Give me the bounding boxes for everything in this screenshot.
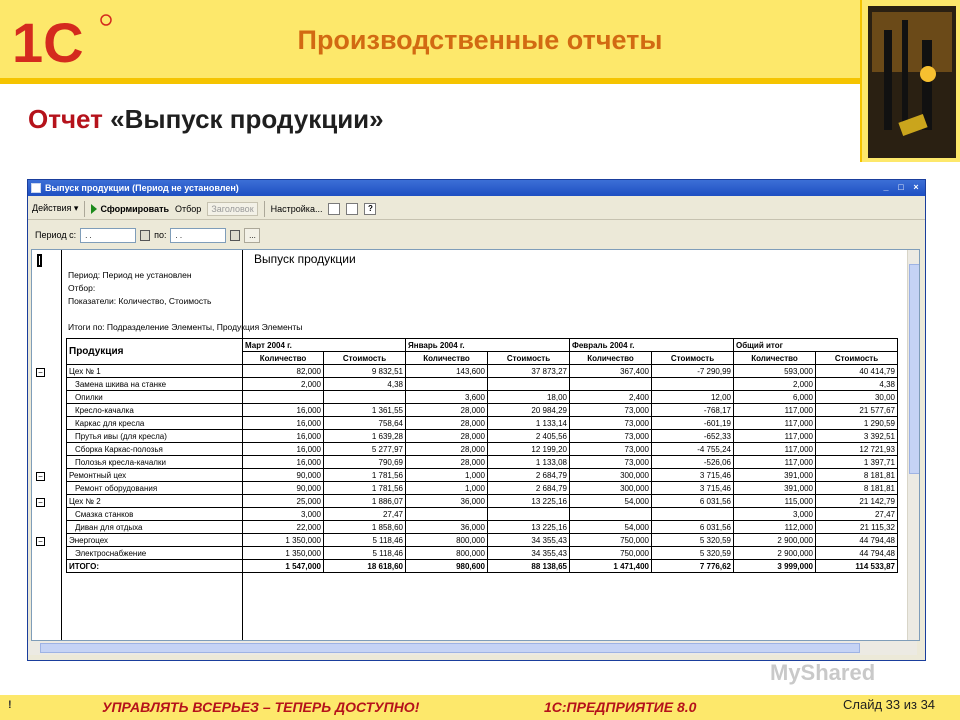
- qty-cell: 117,000: [734, 417, 816, 430]
- cost-cell: 6 031,56: [652, 495, 734, 508]
- qty-cell: 3,000: [734, 508, 816, 521]
- vertical-scrollbar[interactable]: [907, 250, 920, 640]
- qty-cell: 16,000: [243, 404, 324, 417]
- cost-cell: 34 355,43: [488, 534, 570, 547]
- qty-cell: 90,000: [243, 469, 324, 482]
- cost-cell: 1 639,28: [324, 430, 406, 443]
- cost-cell: 2 684,79: [488, 482, 570, 495]
- header-toggle-button[interactable]: Заголовок: [207, 202, 257, 216]
- cost-cell: 12 721,93: [816, 443, 898, 456]
- cost-cell: 8 181,81: [816, 482, 898, 495]
- grouping-gutter: [32, 250, 62, 640]
- cost-cell: 1 361,55: [324, 404, 406, 417]
- qty-cell: 117,000: [734, 430, 816, 443]
- cost-cell: 13 225,16: [488, 521, 570, 534]
- cost-cell: 5 277,97: [324, 443, 406, 456]
- cost-cell: 7 776,62: [652, 560, 734, 573]
- footer-product: 1С:ПРЕДПРИЯТИЕ 8.0: [544, 699, 697, 715]
- report-heading-name: «Выпуск продукции»: [110, 104, 384, 134]
- cost-cell: [652, 378, 734, 391]
- collapse-group-button[interactable]: −: [36, 498, 45, 507]
- row-label: Каркас для кресла: [67, 417, 243, 430]
- header-qty: Количество: [734, 352, 816, 365]
- slide-footer: [0, 695, 960, 720]
- cost-cell: -7 290,99: [652, 365, 734, 378]
- period-to-input[interactable]: . .: [170, 228, 226, 243]
- qty-cell: 391,000: [734, 482, 816, 495]
- report-window: [27, 179, 926, 661]
- meta-indicators: Показатели: Количество, Стоимость: [68, 296, 212, 306]
- header-cost: Стоимость: [816, 352, 898, 365]
- cost-cell: 3 715,46: [652, 469, 734, 482]
- total-row[interactable]: [67, 560, 898, 573]
- qty-cell: 25,000: [243, 495, 324, 508]
- period-bar: [28, 222, 925, 248]
- qty-cell: 367,400: [570, 365, 652, 378]
- qty-cell: 54,000: [570, 521, 652, 534]
- header-period: Февраль 2004 г.: [570, 339, 734, 352]
- qty-cell: 73,000: [570, 443, 652, 456]
- qty-cell: 300,000: [570, 469, 652, 482]
- cost-cell: 5 118,46: [324, 547, 406, 560]
- qty-cell: 2 900,000: [734, 547, 816, 560]
- header-cost: Стоимость: [652, 352, 734, 365]
- play-icon: [91, 204, 97, 214]
- qty-cell: [406, 378, 488, 391]
- cost-cell: 40 414,79: [816, 365, 898, 378]
- slide-number: Слайд 33 из 34: [843, 697, 936, 712]
- report-icon: [31, 183, 41, 193]
- cost-cell: 12 199,20: [488, 443, 570, 456]
- cost-cell: 30,00: [816, 391, 898, 404]
- qty-cell: 73,000: [570, 417, 652, 430]
- cost-cell: 21 577,67: [816, 404, 898, 417]
- cost-cell: 1 858,60: [324, 521, 406, 534]
- qty-cell: 117,000: [734, 404, 816, 417]
- qty-cell: 115,000: [734, 495, 816, 508]
- cost-cell: 1 886,07: [324, 495, 406, 508]
- table-row[interactable]: [67, 443, 898, 456]
- actions-menu[interactable]: Действия ▾: [32, 203, 79, 213]
- header-qty: Количество: [406, 352, 488, 365]
- qty-cell: 82,000: [243, 365, 324, 378]
- cost-cell: 21 142,79: [816, 495, 898, 508]
- cost-cell: -768,17: [652, 404, 734, 417]
- cost-cell: [488, 378, 570, 391]
- cost-cell: 114 533,87: [816, 560, 898, 573]
- window-titlebar[interactable]: [28, 180, 925, 196]
- cell-cursor: [37, 254, 42, 267]
- cost-cell: 21 115,32: [816, 521, 898, 534]
- row-label: Кресло-качалка: [67, 404, 243, 417]
- qty-cell: [243, 391, 324, 404]
- cost-cell: 1 133,14: [488, 417, 570, 430]
- qty-cell: 750,000: [570, 547, 652, 560]
- header-period: Общий итог: [734, 339, 898, 352]
- cost-cell: -4 755,24: [652, 443, 734, 456]
- header-qty: Количество: [570, 352, 652, 365]
- qty-cell: 16,000: [243, 430, 324, 443]
- row-label: Ремонтный цех: [67, 469, 243, 482]
- row-label: Полозья кресла-качалки: [67, 456, 243, 469]
- cost-cell: 8 181,81: [816, 469, 898, 482]
- horizontal-scrollbar[interactable]: [28, 641, 917, 655]
- cost-cell: -526,06: [652, 456, 734, 469]
- cost-cell: 1 781,56: [324, 469, 406, 482]
- qty-cell: 28,000: [406, 430, 488, 443]
- qty-cell: 36,000: [406, 521, 488, 534]
- qty-cell: 16,000: [243, 456, 324, 469]
- qty-cell: [570, 508, 652, 521]
- cost-cell: 37 873,27: [488, 365, 570, 378]
- row-label: Цех № 2: [67, 495, 243, 508]
- cost-cell: 88 138,65: [488, 560, 570, 573]
- period-to-label: по:: [154, 230, 167, 240]
- header-period: Январь 2004 г.: [406, 339, 570, 352]
- meta-totals: Итоги по: Подразделение Элементы, Продукция Элементы: [68, 322, 303, 332]
- table-row[interactable]: [67, 456, 898, 469]
- collapse-group-button[interactable]: −: [36, 537, 45, 546]
- qty-cell: 73,000: [570, 404, 652, 417]
- period-from-input[interactable]: . .: [80, 228, 136, 243]
- table-row[interactable]: [67, 508, 898, 521]
- close-button[interactable]: ×: [913, 182, 919, 192]
- row-label: Прутья ивы (для кресла): [67, 430, 243, 443]
- row-label: Электроснабжение: [67, 547, 243, 560]
- scroll-thumb[interactable]: [909, 264, 920, 474]
- report-table: [66, 338, 898, 573]
- qty-cell: 28,000: [406, 417, 488, 430]
- 1c-logo: [10, 8, 120, 72]
- qty-cell: 1 350,000: [243, 547, 324, 560]
- cost-cell: 3 715,46: [652, 482, 734, 495]
- report-title: Выпуск продукции: [254, 252, 356, 266]
- copy-icon[interactable]: [328, 203, 340, 215]
- cost-cell: 1 290,59: [816, 417, 898, 430]
- watermark: MyShared: [770, 660, 876, 685]
- table-row[interactable]: [67, 521, 898, 534]
- table-row[interactable]: [67, 378, 898, 391]
- row-label: Энергоцех: [67, 534, 243, 547]
- header-cost: Стоимость: [324, 352, 406, 365]
- cost-cell: 3 392,51: [816, 430, 898, 443]
- window-title: Выпуск продукции (Период не установлен): [45, 183, 239, 193]
- cost-cell: 790,69: [324, 456, 406, 469]
- help-icon[interactable]: ?: [364, 203, 376, 215]
- cost-cell: 18,00: [488, 391, 570, 404]
- qty-cell: 1,000: [406, 469, 488, 482]
- report-heading-prefix: Отчет: [28, 104, 103, 134]
- cost-cell: 5 118,46: [324, 534, 406, 547]
- qty-cell: 2,000: [734, 378, 816, 391]
- table-row[interactable]: [67, 534, 898, 547]
- cost-cell: [488, 508, 570, 521]
- row-label: ИТОГО:: [67, 560, 243, 573]
- scroll-thumb[interactable]: [40, 643, 860, 653]
- qty-cell: 16,000: [243, 417, 324, 430]
- industrial-photo: [860, 0, 960, 162]
- svg-text:1С: 1С: [12, 11, 84, 72]
- cost-cell: -652,33: [652, 430, 734, 443]
- cost-cell: 1 397,71: [816, 456, 898, 469]
- qty-cell: 73,000: [570, 456, 652, 469]
- cost-cell: 5 320,59: [652, 547, 734, 560]
- cost-cell: 9 832,51: [324, 365, 406, 378]
- cost-cell: 1 133,08: [488, 456, 570, 469]
- cost-cell: 4,38: [816, 378, 898, 391]
- cost-cell: 20 984,29: [488, 404, 570, 417]
- table-row[interactable]: [67, 469, 898, 482]
- table-row[interactable]: [67, 417, 898, 430]
- header-product: Продукция: [67, 339, 243, 365]
- qty-cell: 1 471,400: [570, 560, 652, 573]
- calendar-icon[interactable]: [230, 230, 240, 241]
- qty-cell: 6,000: [734, 391, 816, 404]
- report-heading: [28, 104, 384, 135]
- row-label: Ремонт оборудования: [67, 482, 243, 495]
- toolbar-divider: [264, 201, 265, 217]
- qty-cell: [406, 508, 488, 521]
- qty-cell: 2,400: [570, 391, 652, 404]
- cost-cell: 1 781,56: [324, 482, 406, 495]
- generate-button[interactable]: [91, 204, 169, 214]
- table-row[interactable]: [67, 430, 898, 443]
- qty-cell: 117,000: [734, 456, 816, 469]
- footer-mark: !: [8, 699, 12, 711]
- cost-cell: [324, 391, 406, 404]
- qty-cell: 800,000: [406, 534, 488, 547]
- period-select-button[interactable]: ...: [244, 228, 260, 243]
- header-cost: Стоимость: [488, 352, 570, 365]
- row-label: Цех № 1: [67, 365, 243, 378]
- row-label: Сборка Каркас-полозья: [67, 443, 243, 456]
- qty-cell: 2 900,000: [734, 534, 816, 547]
- header-period: Март 2004 г.: [243, 339, 406, 352]
- footer-slogan: УПРАВЛЯТЬ ВСЕРЬЕЗ – ТЕПЕРЬ ДОСТУПНО!: [102, 699, 420, 715]
- cost-cell: -601,19: [652, 417, 734, 430]
- qty-cell: 800,000: [406, 547, 488, 560]
- qty-cell: 117,000: [734, 443, 816, 456]
- qty-cell: 143,600: [406, 365, 488, 378]
- cost-cell: 27,47: [324, 508, 406, 521]
- cost-cell: 758,64: [324, 417, 406, 430]
- qty-cell: 750,000: [570, 534, 652, 547]
- row-label: Смазка станков: [67, 508, 243, 521]
- qty-cell: 73,000: [570, 430, 652, 443]
- report-area[interactable]: [31, 249, 920, 641]
- row-label: Замена шкива на станке: [67, 378, 243, 391]
- maximize-button[interactable]: □: [898, 182, 904, 192]
- qty-cell: 593,000: [734, 365, 816, 378]
- meta-filter: Отбор:: [68, 283, 96, 293]
- generate-label: Сформировать: [100, 203, 170, 214]
- header-qty: Количество: [243, 352, 324, 365]
- qty-cell: 3,600: [406, 391, 488, 404]
- cost-cell: 2 405,56: [488, 430, 570, 443]
- qty-cell: 28,000: [406, 404, 488, 417]
- collapse-group-button[interactable]: −: [36, 472, 45, 481]
- table-row[interactable]: [67, 547, 898, 560]
- table-row[interactable]: [67, 365, 898, 378]
- qty-cell: 112,000: [734, 521, 816, 534]
- cost-cell: 13 225,16: [488, 495, 570, 508]
- collapse-group-button[interactable]: −: [36, 368, 45, 377]
- table-row[interactable]: [67, 391, 898, 404]
- slide-title: Производственные отчеты: [297, 25, 663, 55]
- cost-cell: 44 794,48: [816, 534, 898, 547]
- qty-cell: 90,000: [243, 482, 324, 495]
- qty-cell: 28,000: [406, 456, 488, 469]
- toolbar: [28, 198, 925, 220]
- table-row[interactable]: [67, 482, 898, 495]
- qty-cell: 28,000: [406, 443, 488, 456]
- cost-cell: 5 320,59: [652, 534, 734, 547]
- qty-cell: 54,000: [570, 495, 652, 508]
- qty-cell: 391,000: [734, 469, 816, 482]
- qty-cell: 1 547,000: [243, 560, 324, 573]
- qty-cell: 36,000: [406, 495, 488, 508]
- calendar-icon[interactable]: [140, 230, 150, 241]
- cost-cell: 27,47: [816, 508, 898, 521]
- cost-cell: 4,38: [324, 378, 406, 391]
- cost-cell: 2 684,79: [488, 469, 570, 482]
- period-from-label: Период с:: [35, 230, 77, 240]
- qty-cell: [570, 378, 652, 391]
- cost-cell: 6 031,56: [652, 521, 734, 534]
- cost-cell: 12,00: [652, 391, 734, 404]
- header-stripe: [0, 78, 860, 84]
- row-label: Опилки: [67, 391, 243, 404]
- qty-cell: 980,600: [406, 560, 488, 573]
- table-row[interactable]: [67, 495, 898, 508]
- qty-cell: 16,000: [243, 443, 324, 456]
- row-label: Диван для отдыха: [67, 521, 243, 534]
- cost-cell: 18 618,60: [324, 560, 406, 573]
- qty-cell: 1,000: [406, 482, 488, 495]
- cost-cell: 34 355,43: [488, 547, 570, 560]
- settings-button[interactable]: Настройка...: [270, 203, 323, 214]
- qty-cell: 22,000: [243, 521, 324, 534]
- refresh-icon[interactable]: [346, 203, 358, 215]
- meta-period: Период: Период не установлен: [68, 270, 192, 280]
- table-row[interactable]: [67, 404, 898, 417]
- qty-cell: 3,000: [243, 508, 324, 521]
- cost-cell: [652, 508, 734, 521]
- filter-button[interactable]: Отбор: [175, 203, 202, 214]
- minimize-button[interactable]: _: [883, 182, 889, 192]
- qty-cell: 300,000: [570, 482, 652, 495]
- cost-cell: 44 794,48: [816, 547, 898, 560]
- qty-cell: 2,000: [243, 378, 324, 391]
- qty-cell: 3 999,000: [734, 560, 816, 573]
- toolbar-divider: [84, 201, 85, 217]
- qty-cell: 1 350,000: [243, 534, 324, 547]
